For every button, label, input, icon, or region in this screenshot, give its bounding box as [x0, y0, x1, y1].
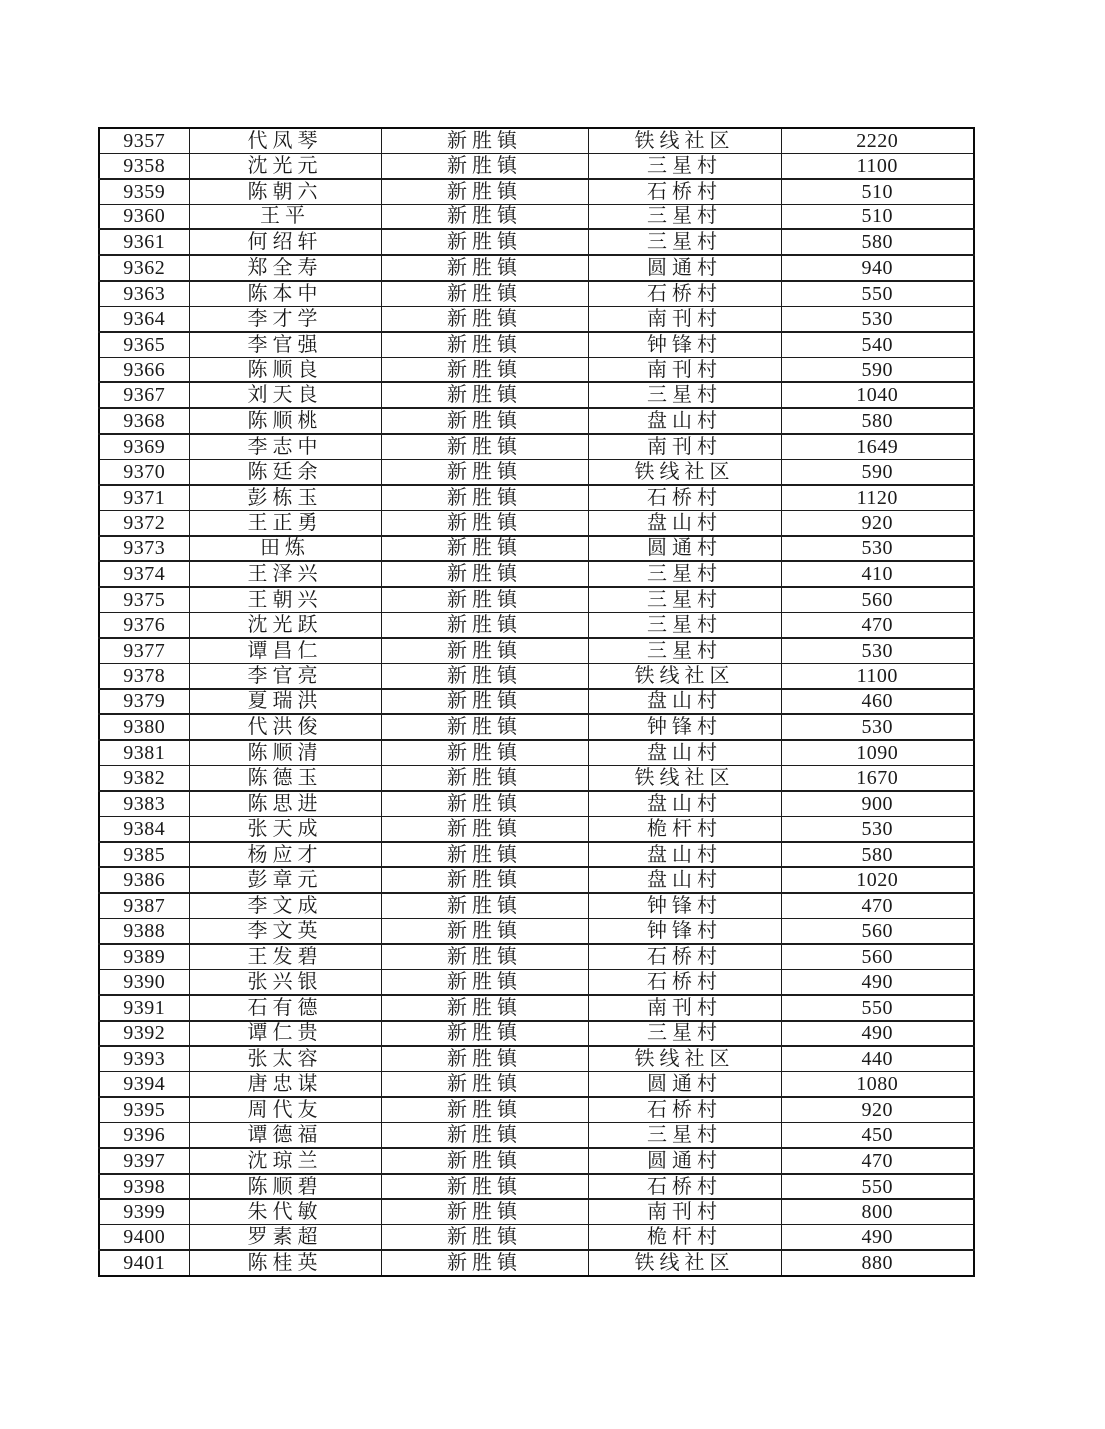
cell-amount: 580 — [781, 229, 974, 255]
cell-name: 罗素超 — [189, 1225, 381, 1250]
table-row — [99, 613, 974, 638]
cell-town: 新胜镇 — [381, 382, 588, 408]
cell-record-id: 9376 — [99, 613, 189, 638]
cell-record-id: 9378 — [99, 663, 189, 688]
cell-town: 新胜镇 — [381, 740, 588, 765]
cell-village: 石桥村 — [588, 179, 781, 204]
cell-name: 朱代敏 — [189, 1199, 381, 1224]
cell-town: 新胜镇 — [381, 510, 588, 535]
cell-name: 周代友 — [189, 1097, 381, 1122]
cell-record-id: 9392 — [99, 1021, 189, 1047]
cell-name: 谭德福 — [189, 1122, 381, 1147]
cell-village: 钟锋村 — [588, 332, 781, 357]
cell-record-id: 9365 — [99, 332, 189, 357]
cell-amount: 590 — [781, 459, 974, 484]
cell-name: 郑全寿 — [189, 255, 381, 281]
table-row — [99, 969, 974, 994]
cell-name: 李官亮 — [189, 663, 381, 688]
cell-record-id: 9363 — [99, 281, 189, 306]
cell-village: 三星村 — [588, 638, 781, 663]
cell-record-id: 9401 — [99, 1250, 189, 1276]
cell-name: 李志中 — [189, 434, 381, 459]
cell-village: 盘山村 — [588, 867, 781, 893]
table-row — [99, 332, 974, 357]
cell-amount: 470 — [781, 613, 974, 638]
cell-name: 代洪俊 — [189, 714, 381, 740]
cell-record-id: 9361 — [99, 229, 189, 255]
cell-name: 彭章元 — [189, 867, 381, 893]
cell-village: 南刊村 — [588, 434, 781, 459]
cell-village: 钟锋村 — [588, 919, 781, 944]
cell-village: 盘山村 — [588, 510, 781, 535]
cell-town: 新胜镇 — [381, 434, 588, 459]
cell-village: 铁线社区 — [588, 459, 781, 484]
cell-town: 新胜镇 — [381, 1148, 588, 1174]
table-row — [99, 842, 974, 868]
table-row — [99, 357, 974, 382]
cell-town: 新胜镇 — [381, 714, 588, 740]
table-row — [99, 204, 974, 229]
cell-name: 李文英 — [189, 919, 381, 944]
cell-name: 陈桂英 — [189, 1250, 381, 1276]
table-row — [99, 1250, 974, 1276]
cell-town: 新胜镇 — [381, 332, 588, 357]
cell-village: 石桥村 — [588, 969, 781, 994]
table-row — [99, 434, 974, 459]
cell-town: 新胜镇 — [381, 306, 588, 331]
cell-amount: 1080 — [781, 1072, 974, 1097]
cell-record-id: 9379 — [99, 689, 189, 715]
cell-amount: 510 — [781, 179, 974, 204]
table-row — [99, 867, 974, 893]
table-row — [99, 536, 974, 562]
cell-town: 新胜镇 — [381, 204, 588, 229]
cell-village: 三星村 — [588, 382, 781, 408]
cell-record-id: 9390 — [99, 969, 189, 994]
cell-name: 沈光跃 — [189, 613, 381, 638]
cell-name: 代凤琴 — [189, 128, 381, 153]
cell-village: 三星村 — [588, 1122, 781, 1147]
cell-name: 李官强 — [189, 332, 381, 357]
cell-town: 新胜镇 — [381, 944, 588, 969]
cell-town: 新胜镇 — [381, 1122, 588, 1147]
cell-town: 新胜镇 — [381, 255, 588, 281]
cell-town: 新胜镇 — [381, 689, 588, 715]
cell-amount: 1100 — [781, 153, 974, 178]
cell-village: 南刊村 — [588, 1199, 781, 1224]
cell-name: 沈琼兰 — [189, 1148, 381, 1174]
cell-record-id: 9362 — [99, 255, 189, 281]
cell-name: 石有德 — [189, 995, 381, 1021]
cell-village: 三星村 — [588, 613, 781, 638]
cell-name: 谭昌仁 — [189, 638, 381, 663]
cell-town: 新胜镇 — [381, 893, 588, 918]
cell-record-id: 9387 — [99, 893, 189, 918]
cell-village: 三星村 — [588, 561, 781, 587]
cell-record-id: 9395 — [99, 1097, 189, 1122]
cell-record-id: 9398 — [99, 1174, 189, 1200]
cell-town: 新胜镇 — [381, 816, 588, 841]
cell-record-id: 9371 — [99, 485, 189, 510]
cell-amount: 490 — [781, 1225, 974, 1250]
table-row — [99, 459, 974, 484]
cell-amount: 550 — [781, 1174, 974, 1200]
cell-record-id: 9380 — [99, 714, 189, 740]
cell-record-id: 9384 — [99, 816, 189, 841]
cell-name: 夏瑞洪 — [189, 689, 381, 715]
cell-record-id: 9399 — [99, 1199, 189, 1224]
cell-amount: 510 — [781, 204, 974, 229]
cell-village: 三星村 — [588, 204, 781, 229]
cell-amount: 1100 — [781, 663, 974, 688]
cell-town: 新胜镇 — [381, 408, 588, 434]
cell-town: 新胜镇 — [381, 1199, 588, 1224]
cell-village: 铁线社区 — [588, 766, 781, 791]
cell-name: 张兴银 — [189, 969, 381, 994]
cell-village: 圆通村 — [588, 1148, 781, 1174]
cell-amount: 440 — [781, 1046, 974, 1071]
cell-village: 铁线社区 — [588, 1046, 781, 1071]
cell-amount: 530 — [781, 306, 974, 331]
cell-village: 南刊村 — [588, 306, 781, 331]
table-row — [99, 1046, 974, 1071]
table-row — [99, 1021, 974, 1047]
cell-town: 新胜镇 — [381, 663, 588, 688]
cell-name: 王正勇 — [189, 510, 381, 535]
cell-name: 谭仁贵 — [189, 1021, 381, 1047]
table-row — [99, 306, 974, 331]
cell-town: 新胜镇 — [381, 638, 588, 663]
cell-record-id: 9382 — [99, 766, 189, 791]
cell-record-id: 9368 — [99, 408, 189, 434]
cell-town: 新胜镇 — [381, 766, 588, 791]
cell-village: 铁线社区 — [588, 128, 781, 153]
cell-name: 沈光元 — [189, 153, 381, 178]
table-row — [99, 255, 974, 281]
table-row — [99, 816, 974, 841]
cell-amount: 1040 — [781, 382, 974, 408]
cell-town: 新胜镇 — [381, 281, 588, 306]
cell-town: 新胜镇 — [381, 613, 588, 638]
cell-name: 陈思进 — [189, 791, 381, 816]
cell-amount: 560 — [781, 587, 974, 612]
cell-town: 新胜镇 — [381, 842, 588, 868]
cell-town: 新胜镇 — [381, 1174, 588, 1200]
cell-name: 唐忠谋 — [189, 1072, 381, 1097]
cell-amount: 940 — [781, 255, 974, 281]
cell-amount: 410 — [781, 561, 974, 587]
cell-amount: 530 — [781, 638, 974, 663]
cell-amount: 1670 — [781, 766, 974, 791]
cell-name: 陈德玉 — [189, 766, 381, 791]
cell-record-id: 9388 — [99, 919, 189, 944]
cell-record-id: 9397 — [99, 1148, 189, 1174]
table-row — [99, 1072, 974, 1097]
cell-town: 新胜镇 — [381, 1097, 588, 1122]
table-row — [99, 995, 974, 1021]
cell-town: 新胜镇 — [381, 561, 588, 587]
cell-amount: 2220 — [781, 128, 974, 153]
cell-town: 新胜镇 — [381, 867, 588, 893]
cell-town: 新胜镇 — [381, 1250, 588, 1276]
cell-record-id: 9375 — [99, 587, 189, 612]
cell-record-id: 9381 — [99, 740, 189, 765]
cell-town: 新胜镇 — [381, 969, 588, 994]
table-row — [99, 766, 974, 791]
table-row — [99, 561, 974, 587]
cell-amount: 920 — [781, 1097, 974, 1122]
cell-record-id: 9393 — [99, 1046, 189, 1071]
cell-amount: 880 — [781, 1250, 974, 1276]
cell-record-id: 9396 — [99, 1122, 189, 1147]
cell-record-id: 9400 — [99, 1225, 189, 1250]
table-row — [99, 153, 974, 178]
table-row — [99, 663, 974, 688]
table-row — [99, 1199, 974, 1224]
cell-town: 新胜镇 — [381, 919, 588, 944]
cell-record-id: 9383 — [99, 791, 189, 816]
table-row — [99, 689, 974, 715]
cell-town: 新胜镇 — [381, 153, 588, 178]
cell-name: 田炼 — [189, 536, 381, 562]
cell-record-id: 9364 — [99, 306, 189, 331]
cell-amount: 560 — [781, 944, 974, 969]
cell-town: 新胜镇 — [381, 459, 588, 484]
cell-record-id: 9372 — [99, 510, 189, 535]
table-row — [99, 791, 974, 816]
cell-record-id: 9389 — [99, 944, 189, 969]
cell-village: 三星村 — [588, 587, 781, 612]
table-row — [99, 919, 974, 944]
cell-village: 石桥村 — [588, 281, 781, 306]
table-row — [99, 281, 974, 306]
cell-amount: 1090 — [781, 740, 974, 765]
cell-amount: 1649 — [781, 434, 974, 459]
cell-name: 李才学 — [189, 306, 381, 331]
cell-name: 陈朝六 — [189, 179, 381, 204]
cell-amount: 550 — [781, 281, 974, 306]
cell-record-id: 9357 — [99, 128, 189, 153]
cell-town: 新胜镇 — [381, 179, 588, 204]
cell-village: 三星村 — [588, 1021, 781, 1047]
cell-record-id: 9391 — [99, 995, 189, 1021]
cell-name: 何绍轩 — [189, 229, 381, 255]
cell-village: 桅杆村 — [588, 816, 781, 841]
cell-town: 新胜镇 — [381, 995, 588, 1021]
cell-town: 新胜镇 — [381, 1046, 588, 1071]
cell-village: 盘山村 — [588, 740, 781, 765]
table-row — [99, 1122, 974, 1147]
cell-name: 彭栋玉 — [189, 485, 381, 510]
cell-amount: 530 — [781, 536, 974, 562]
table-row — [99, 740, 974, 765]
cell-record-id: 9374 — [99, 561, 189, 587]
cell-record-id: 9370 — [99, 459, 189, 484]
cell-town: 新胜镇 — [381, 229, 588, 255]
cell-amount: 470 — [781, 1148, 974, 1174]
cell-village: 石桥村 — [588, 1174, 781, 1200]
cell-village: 钟锋村 — [588, 893, 781, 918]
cell-village: 石桥村 — [588, 1097, 781, 1122]
cell-amount: 800 — [781, 1199, 974, 1224]
cell-name: 张太容 — [189, 1046, 381, 1071]
cell-town: 新胜镇 — [381, 128, 588, 153]
cell-name: 王朝兴 — [189, 587, 381, 612]
records-table-body — [99, 128, 974, 1276]
records-table — [98, 127, 975, 1277]
cell-village: 盘山村 — [588, 408, 781, 434]
table-row — [99, 128, 974, 153]
cell-village: 三星村 — [588, 153, 781, 178]
cell-town: 新胜镇 — [381, 536, 588, 562]
cell-name: 陈本中 — [189, 281, 381, 306]
cell-village: 三星村 — [588, 229, 781, 255]
cell-town: 新胜镇 — [381, 357, 588, 382]
cell-record-id: 9359 — [99, 179, 189, 204]
cell-name: 陈顺桃 — [189, 408, 381, 434]
cell-town: 新胜镇 — [381, 1021, 588, 1047]
table-row — [99, 382, 974, 408]
cell-amount: 460 — [781, 689, 974, 715]
cell-name: 陈顺清 — [189, 740, 381, 765]
cell-village: 圆通村 — [588, 1072, 781, 1097]
cell-town: 新胜镇 — [381, 791, 588, 816]
cell-record-id: 9385 — [99, 842, 189, 868]
table-row — [99, 485, 974, 510]
cell-village: 盘山村 — [588, 842, 781, 868]
table-row — [99, 714, 974, 740]
cell-name: 刘天良 — [189, 382, 381, 408]
cell-village: 桅杆村 — [588, 1225, 781, 1250]
cell-amount: 900 — [781, 791, 974, 816]
cell-town: 新胜镇 — [381, 485, 588, 510]
cell-record-id: 9367 — [99, 382, 189, 408]
table-row — [99, 229, 974, 255]
cell-amount: 470 — [781, 893, 974, 918]
table-row — [99, 408, 974, 434]
cell-amount: 1120 — [781, 485, 974, 510]
cell-amount: 490 — [781, 969, 974, 994]
cell-town: 新胜镇 — [381, 1072, 588, 1097]
table-row — [99, 1174, 974, 1200]
cell-name: 杨应才 — [189, 842, 381, 868]
table-row — [99, 179, 974, 204]
cell-name: 张天成 — [189, 816, 381, 841]
cell-amount: 590 — [781, 357, 974, 382]
cell-amount: 530 — [781, 714, 974, 740]
cell-record-id: 9394 — [99, 1072, 189, 1097]
cell-village: 盘山村 — [588, 791, 781, 816]
table-row — [99, 1097, 974, 1122]
cell-name: 王发碧 — [189, 944, 381, 969]
cell-village: 圆通村 — [588, 255, 781, 281]
cell-village: 铁线社区 — [588, 663, 781, 688]
table-row — [99, 638, 974, 663]
cell-village: 钟锋村 — [588, 714, 781, 740]
cell-amount: 560 — [781, 919, 974, 944]
cell-village: 石桥村 — [588, 485, 781, 510]
cell-name: 王泽兴 — [189, 561, 381, 587]
table-row — [99, 1148, 974, 1174]
cell-amount: 920 — [781, 510, 974, 535]
table-row — [99, 893, 974, 918]
cell-record-id: 9369 — [99, 434, 189, 459]
cell-town: 新胜镇 — [381, 1225, 588, 1250]
cell-village: 铁线社区 — [588, 1250, 781, 1276]
table-row — [99, 587, 974, 612]
table-row — [99, 1225, 974, 1250]
cell-village: 南刊村 — [588, 995, 781, 1021]
cell-amount: 550 — [781, 995, 974, 1021]
cell-name: 陈廷余 — [189, 459, 381, 484]
cell-village: 南刊村 — [588, 357, 781, 382]
table-row — [99, 944, 974, 969]
cell-amount: 450 — [781, 1122, 974, 1147]
cell-village: 石桥村 — [588, 944, 781, 969]
cell-record-id: 9373 — [99, 536, 189, 562]
cell-village: 盘山村 — [588, 689, 781, 715]
cell-name: 陈顺碧 — [189, 1174, 381, 1200]
cell-amount: 580 — [781, 842, 974, 868]
cell-town: 新胜镇 — [381, 587, 588, 612]
table-row — [99, 510, 974, 535]
cell-record-id: 9386 — [99, 867, 189, 893]
cell-amount: 540 — [781, 332, 974, 357]
cell-amount: 580 — [781, 408, 974, 434]
cell-name: 李文成 — [189, 893, 381, 918]
cell-amount: 530 — [781, 816, 974, 841]
cell-name: 陈顺良 — [189, 357, 381, 382]
cell-amount: 1020 — [781, 867, 974, 893]
cell-record-id: 9358 — [99, 153, 189, 178]
cell-record-id: 9366 — [99, 357, 189, 382]
cell-record-id: 9360 — [99, 204, 189, 229]
cell-amount: 490 — [781, 1021, 974, 1047]
cell-name: 王平 — [189, 204, 381, 229]
cell-village: 圆通村 — [588, 536, 781, 562]
cell-record-id: 9377 — [99, 638, 189, 663]
